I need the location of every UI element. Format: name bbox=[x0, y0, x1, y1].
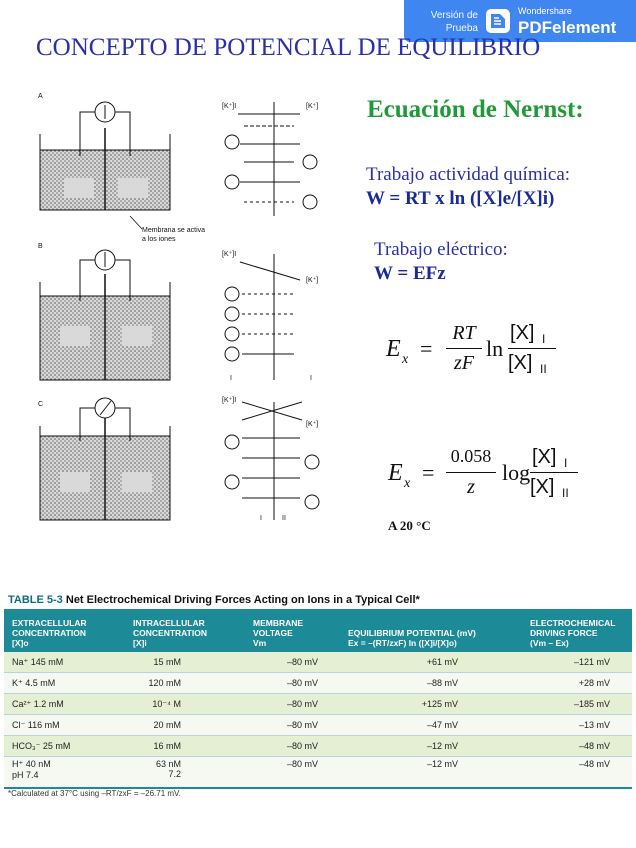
membrane-note-line2: a los iones bbox=[142, 236, 176, 243]
svg-text:[K⁺]: [K⁺] bbox=[306, 103, 319, 110]
chemical-work-formula: W = RT x ln ([X]e/[X]i) bbox=[366, 188, 555, 209]
header-intracellular: INTRACELLULAR CONCENTRATION [X]i bbox=[125, 609, 245, 652]
electrical-work-formula: W = EFz bbox=[374, 263, 446, 284]
svg-text:[K⁺]: [K⁺] bbox=[306, 277, 319, 284]
svg-text:[K⁺]I: [K⁺]I bbox=[222, 103, 237, 110]
nernst-title: Ecuación de Nernst: bbox=[367, 96, 584, 123]
header-membrane-voltage: MEMBRANE VOLTAGE Vm bbox=[245, 609, 340, 652]
temperature-note: A 20 °C bbox=[388, 518, 431, 533]
trial-line-1: Versión de bbox=[430, 10, 478, 21]
ion-flux-c bbox=[222, 397, 319, 522]
trial-version-label bbox=[410, 9, 478, 35]
membrane-note-line1: Membrana se activa bbox=[142, 227, 206, 234]
panel-label-c: C bbox=[38, 401, 44, 408]
header-equilibrium-potential: EQUILIBRIUM POTENTIAL (mV) Ex = –(RT/zxF) ln ([X]i/[X]o) bbox=[340, 609, 522, 652]
table-row: Na⁺ 145 mM 15 mM –80 mV +61 mV –121 mV bbox=[4, 652, 632, 673]
chemical-work-label: Trabajo actividad química: bbox=[366, 164, 571, 185]
trial-line-2: Prueba bbox=[445, 23, 478, 34]
table-header-row bbox=[4, 609, 632, 652]
table-row: H⁺ 40 nM pH 7.4 63 nM 7.2 –80 mV –12 mV –48 mV bbox=[4, 757, 632, 789]
nernst-equation-log: E x = 0.058 z log [X] I [X] II bbox=[388, 446, 588, 506]
header-extracellular: EXTRACELLULAR CONCENTRATION [X]o bbox=[4, 609, 125, 652]
membrane-potential-diagrams bbox=[30, 86, 330, 526]
svg-text:I: I bbox=[310, 375, 312, 382]
svg-text:II: II bbox=[282, 515, 286, 522]
table-caption bbox=[8, 594, 420, 606]
table-number: TABLE 5-3 bbox=[8, 594, 63, 606]
svg-text:I: I bbox=[230, 375, 232, 382]
ion-flux-a bbox=[222, 102, 318, 216]
panel-label-b: B bbox=[38, 243, 43, 250]
product-name: PDFelement bbox=[518, 18, 617, 37]
ion-flux-b bbox=[222, 251, 318, 382]
svg-text:[K⁺]I: [K⁺]I bbox=[222, 397, 237, 404]
driving-forces-table bbox=[4, 609, 632, 789]
nernst-equation-ln: E x = RT zF ln [X] I [X] II bbox=[386, 322, 576, 382]
brand-name: Wondershare bbox=[518, 6, 572, 16]
svg-text:I: I bbox=[260, 515, 262, 522]
table-row: Ca²⁺ 1.2 mM 10⁻⁴ M –80 mV +125 mV –185 mV bbox=[4, 694, 632, 715]
table-row: Cl⁻ 116 mM 20 mM –80 mV –47 mV –13 mV bbox=[4, 715, 632, 736]
slide-title: CONCEPTO DE POTENCIAL DE EQUILIBRIO bbox=[36, 34, 541, 61]
header-driving-force: ELECTROCHEMICAL DRIVING FORCE (Vm – Ex) bbox=[522, 609, 632, 652]
table-title: Net Electrochemical Driving Forces Acting on Ions in a Typical Cell* bbox=[65, 594, 420, 606]
table-footnote: *Calculated at 37°C using –RT/zxF = –26.71 mV. bbox=[8, 789, 181, 798]
pdfelement-logo-icon bbox=[486, 9, 510, 33]
svg-text:[K⁺]: [K⁺] bbox=[306, 421, 319, 428]
svg-text:[K⁺]I: [K⁺]I bbox=[222, 251, 237, 258]
table-row: HCO₃⁻ 25 mM 16 mM –80 mV –12 mV –48 mV bbox=[4, 736, 632, 757]
table-row: K⁺ 4.5 mM 120 mM –80 mV –88 mV +28 mV bbox=[4, 673, 632, 694]
panel-label-a: A bbox=[38, 93, 43, 100]
electrical-work-label: Trabajo eléctrico: bbox=[374, 239, 508, 260]
